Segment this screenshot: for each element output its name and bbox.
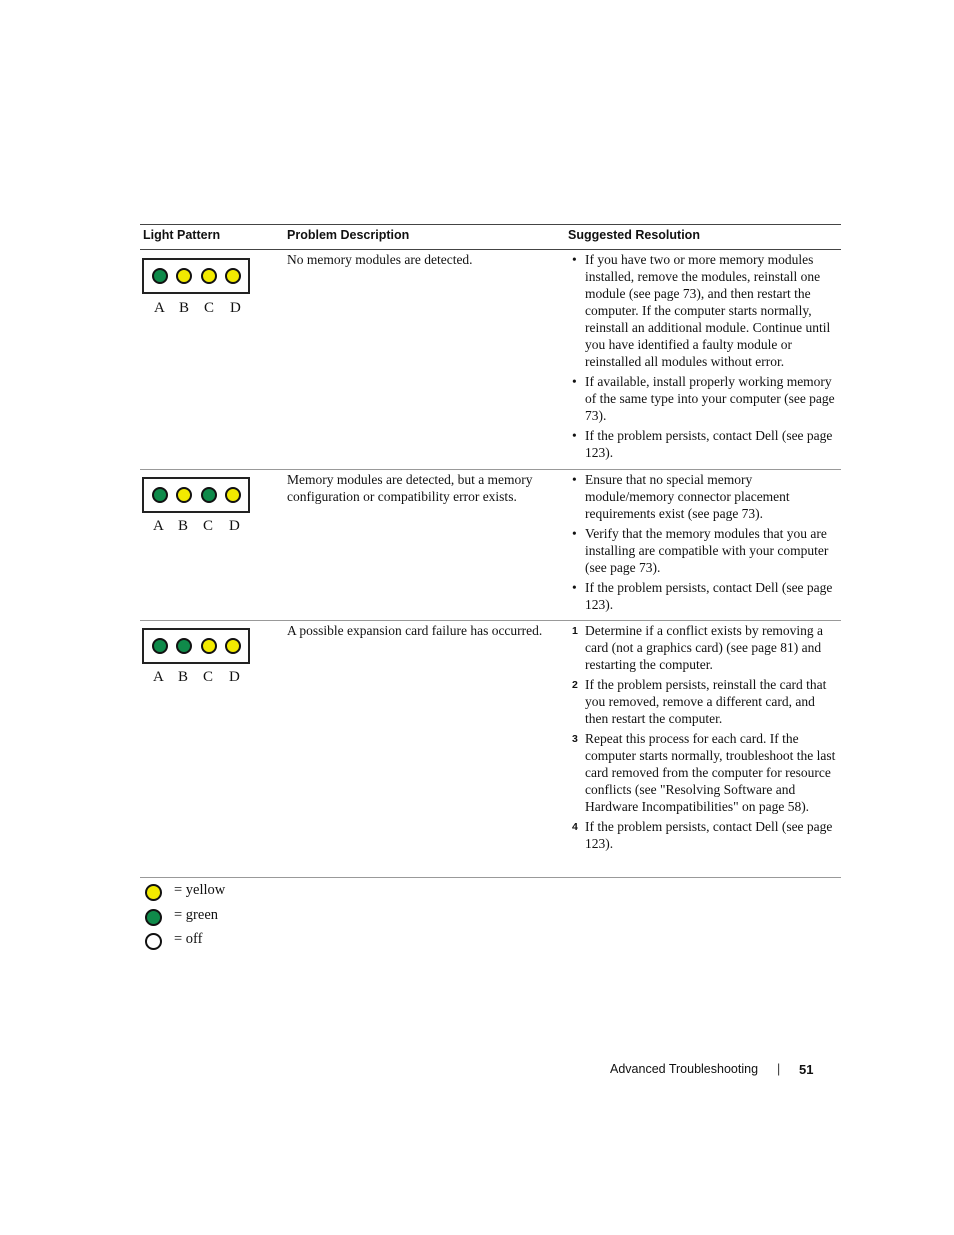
letter-c: C: [203, 669, 214, 685]
letter-b: B: [178, 669, 189, 685]
led-a-icon: [152, 487, 168, 503]
light-panel-row-3: [142, 628, 250, 664]
table-top-rule: [140, 224, 841, 225]
led-c-icon: [201, 638, 217, 654]
led-a-icon: [152, 638, 168, 654]
led-c-icon: [201, 487, 217, 503]
resolution-row-2: [572, 471, 840, 616]
problem-row-3: A possible expansion card failure has occurred.: [287, 623, 543, 638]
step-number: 1: [572, 625, 578, 637]
led-d-icon: [225, 487, 241, 503]
resolution-item: • If available, install properly working memory of the same type into your computer (see page 73).: [572, 374, 835, 423]
problem-row-2: Memory modules are detected, but a memory configuration or compatibility error exists.: [287, 472, 533, 504]
step-number: 2: [572, 679, 578, 691]
bullet-icon: •: [572, 580, 577, 595]
resolution-item: • If the problem persists, contact Dell (see page 123).: [572, 428, 833, 460]
resolution-step: 1 Determine if a conflict exists by removing a card (not a graphics card) (see page 81) and restarting the computer.: [572, 623, 824, 672]
resolution-item: • Ensure that no special memory module/memory connector placement requirements exist (see page 73).: [572, 472, 790, 521]
letter-b: B: [179, 300, 190, 316]
led-c-icon: [201, 268, 217, 284]
resolution-row-1: [572, 251, 840, 464]
letter-b: B: [178, 518, 189, 534]
light-panel-row-2: [142, 477, 250, 513]
letter-d: D: [229, 669, 240, 685]
header-light-pattern: Light Pattern: [143, 228, 221, 242]
green-light-icon: [145, 909, 162, 926]
resolution-step: 2 If the problem persists, reinstall the card that you removed, remove a different card, and then restart the computer.: [572, 677, 827, 726]
letter-a: A: [153, 518, 164, 534]
page-number: 51: [799, 1062, 814, 1077]
led-a-icon: [152, 268, 168, 284]
resolution-item: • Verify that the memory modules that you are installing are compatible with your computer (see page 73).: [572, 526, 829, 575]
header-problem-description: Problem Description: [287, 228, 410, 242]
legend-label: = off: [174, 931, 203, 947]
led-b-icon: [176, 268, 192, 284]
table-header-rule: [140, 249, 841, 250]
yellow-light-icon: [145, 884, 162, 901]
led-b-icon: [176, 487, 192, 503]
led-b-icon: [176, 638, 192, 654]
letter-a: A: [154, 300, 165, 316]
letter-c: C: [203, 518, 214, 534]
letter-c: C: [204, 300, 215, 316]
bullet-icon: •: [572, 428, 577, 443]
letter-d: D: [230, 300, 241, 316]
letter-d: D: [229, 518, 240, 534]
light-panel-row-1: [142, 258, 250, 294]
bullet-icon: •: [572, 252, 577, 267]
step-number: 3: [572, 733, 578, 745]
legend-label: = yellow: [174, 882, 226, 898]
resolution-row-3: [572, 622, 840, 855]
step-number: 4: [572, 821, 578, 833]
problem-row-1: No memory modules are detected.: [287, 252, 473, 267]
resolution-step: 3 Repeat this process for each card. If the computer starts normally, troubleshoot the last card removed from the computer for resource conflicts (see "Resolving Software and Hardware Incompatibilities" on page 58).: [572, 731, 836, 814]
letter-a: A: [153, 669, 164, 685]
resolution-item: • If the problem persists, contact Dell (see page 123).: [572, 580, 833, 612]
led-d-icon: [225, 638, 241, 654]
footer-section-title: Advanced Troubleshooting: [610, 1062, 759, 1076]
bullet-icon: •: [572, 374, 577, 389]
table-bottom-rule: [140, 877, 841, 878]
row-divider: [140, 469, 841, 470]
footer-separator: |: [777, 1062, 781, 1076]
resolution-step: 4 If the problem persists, contact Dell (see page 123).: [572, 819, 833, 851]
header-suggested-resolution: Suggested Resolution: [568, 228, 700, 242]
legend-label: = green: [174, 907, 219, 923]
row-divider: [140, 620, 841, 621]
bullet-icon: •: [572, 472, 577, 487]
off-light-icon: [145, 933, 162, 950]
bullet-icon: •: [572, 526, 577, 541]
led-d-icon: [225, 268, 241, 284]
resolution-item: • If you have two or more memory modules installed, remove the modules, reinstall one module (see page 73), and then restart the computer. If the computer starts normally, reinstall an additional module. Continue until you have identified a faulty module or reinstalled all modules without error.: [572, 252, 831, 369]
